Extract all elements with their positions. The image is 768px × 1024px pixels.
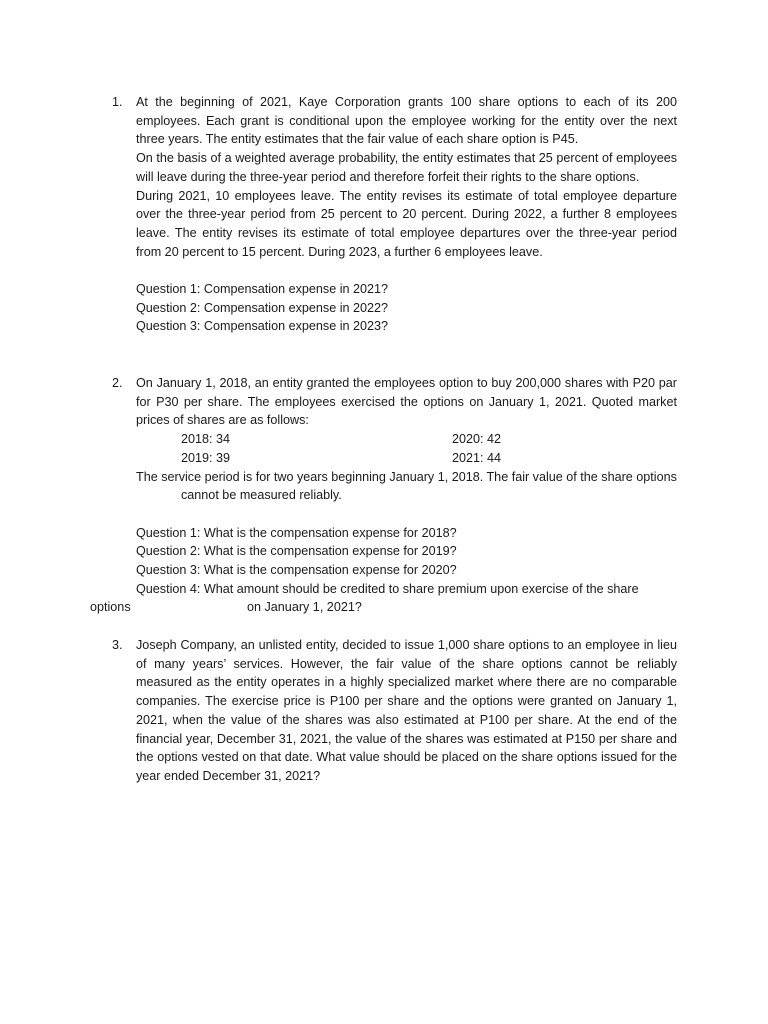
question: Question 3: Compensation expense in 2023? — [136, 319, 389, 334]
question: Question 3: What is the compensation expense for 2020? — [136, 563, 457, 577]
question-4 — [90, 580, 677, 617]
price-2019: 2019: 39 — [181, 450, 231, 465]
problem-intro: On January 1, 2018, an entity granted the employees option to buy 200,000 shares with P20 par for P30 per share. The employees exercised the options on January 1, 2021. Quoted market prices of shares are as follows: — [136, 376, 677, 428]
service-period-text-cont: cannot be measured reliably. — [181, 488, 342, 503]
question: Question 1: Compensation expense in 2021? — [136, 282, 389, 297]
question: Question 4: What amount should be credited to share premium upon exercise of the share — [136, 581, 639, 596]
price-2020: 2020: 42 — [452, 432, 502, 447]
question-4-end: on January 1, 2021? — [247, 600, 362, 615]
question: Question 1: What is the compensation expense for 2018? — [136, 525, 457, 540]
problem-paragraph: During 2021, 10 employees leave. The entity revises its estimate of total employee departure over the three-year period from 25 percent to 20 percent. During 2022, a further 8 employees leave. The entity revises its estimate of total employee departures over the three-year period from 20 percent to 15 percent. During 2023, a further 6 employees leave. — [136, 188, 677, 259]
problem-text: Joseph Company, an unlisted entity, decided to issue 1,000 share options to an employee in lieu of many years’ services. However, the fair value of the share options cannot be reliably measured as the entity operates in a highly specialized market where there are no comparable companies. The exercise price is P100 per share and the options were granted on January 1, 2021, when the value of the shares was also estimated at P100 per share. At the end of the financial year, December 31, 2021, the value of the shares was estimated at P150 per share and the options vested on that date. What value should be placed on the share options issued for the year ended December 31, 2021? — [136, 638, 677, 783]
problem-paragraph: At the beginning of 2021, Kaye Corporation grants 100 share options to each of its 200 employees. Each grant is conditional upon the employee working for the entity over the next three years. The entity estimates that the fair value of each share option is P45. — [136, 95, 677, 147]
price-2021: 2021: 44 — [452, 450, 502, 465]
question: Question 2: Compensation expense in 2022? — [136, 300, 389, 315]
price-2018: 2018: 34 — [181, 432, 231, 447]
service-period-text: The service period is for two years beginning January 1, 2018. The fair value of the share options — [136, 469, 677, 484]
question: Question 2: What is the compensation expense for 2019? — [136, 544, 457, 559]
problem-number: 2. — [112, 376, 123, 390]
problem-number: 1. — [112, 95, 123, 109]
problem-number: 3. — [112, 638, 123, 652]
question-4-word: options — [90, 600, 131, 615]
problem-paragraph: On the basis of a weighted average probability, the entity estimates that 25 percent of employees will leave during the three-year period and therefore forfeit their rights to the share options. — [136, 151, 677, 184]
price-list — [136, 430, 677, 467]
